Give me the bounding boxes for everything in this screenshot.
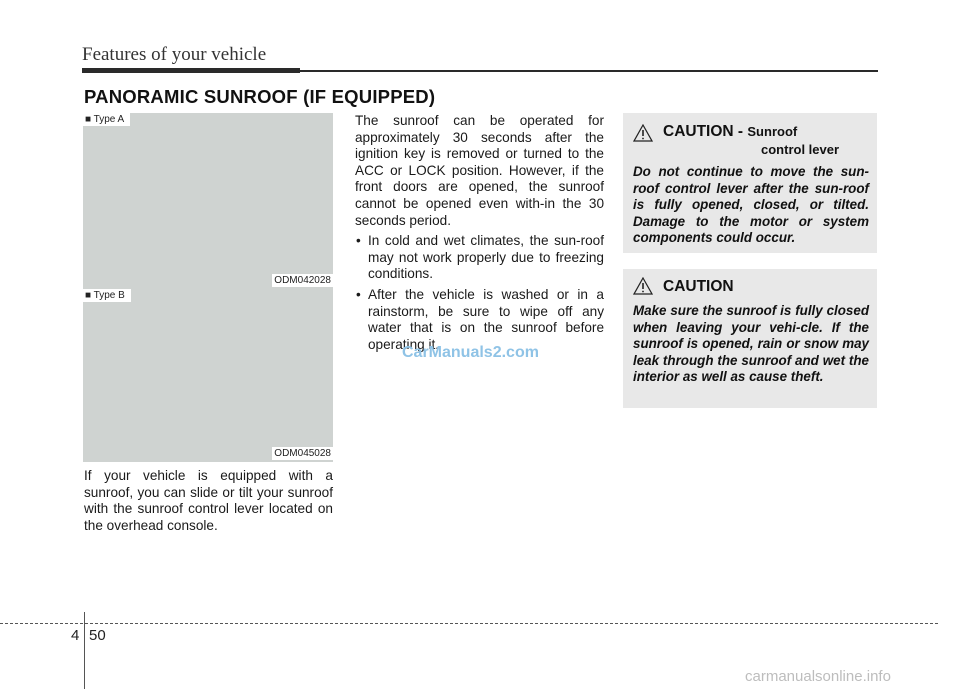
section-title: PANORAMIC SUNROOF (IF EQUIPPED) [84,86,436,107]
header-rule [300,70,878,72]
bullet-icon: • [356,286,361,302]
figure-type-label: ■ Type A [83,113,130,126]
warning-triangle-icon [633,277,653,295]
bullet-icon: • [356,233,361,249]
caution-heading [663,123,839,157]
header-bar [82,68,300,73]
chapter-number: 4 [71,627,80,644]
caution-title: CAUTION - [663,123,748,140]
footer-site-watermark: carmanualsonline.info [745,668,891,685]
figure-code: ODM045028 [274,448,331,459]
footer-page-separator [84,612,85,689]
caution-subtitle-line2: control lever [761,142,840,157]
caution-body: Make sure the sunroof is fully closed when leaving your vehi-cle. If the sunroof is opened, rain or snow may leak through the sunroof and wet the interior as well as cause theft. [633,303,869,385]
watermark: CarManuals2.com [402,344,539,361]
caution-box-closing [623,269,877,408]
caution-box-lever [623,113,877,253]
figure-code: ODM042028 [274,275,331,286]
intro-paragraph: If your vehicle is equipped with a sunroof, you can slide or tilt your sunroof with the sunroof control lever located on the overhead console. [84,468,333,533]
caution-subtitle: Sunroof [747,124,798,139]
caution-body: Do not continue to move the sun-roof control lever after the sun-roof is fully opened, closed, or tilted. Damage to the motor or system components could occur. [633,164,869,246]
warning-triangle-icon [633,124,653,142]
bullet-item [355,233,604,283]
figure-type-label: ■ Type B [83,289,131,302]
operation-paragraph: The sunroof can be operated for approximately 30 seconds after the ignition key is removed or turned to the ACC or LOCK position. However, if the front doors are opened, the sunroof cannot be opened even with-in the 30 seconds period. [355,113,604,228]
bullet-text: In cold and wet climates, the sun-roof may not work properly due to freezing conditions. [368,233,604,282]
footer-divider [0,623,938,624]
operation-text [355,113,604,353]
page-number: 50 [89,627,106,644]
figure-type-a [83,113,333,291]
figure-type-b [83,289,333,462]
bullet-text: After the vehicle is washed or in a rainstorm, be sure to wipe off any water that is on the sunroof before operating it. [368,286,604,352]
caution-title: CAUTION [663,278,734,295]
chapter-header-title: Features of your vehicle [82,44,267,65]
